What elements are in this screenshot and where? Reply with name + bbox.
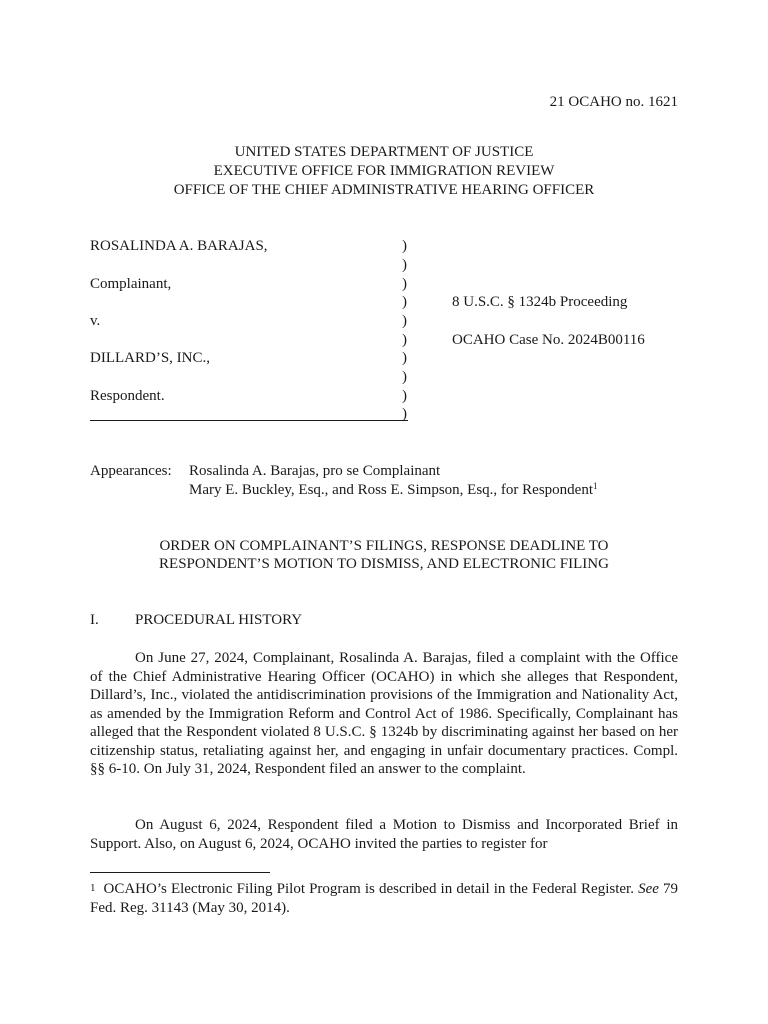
paragraph-text: On June 27, 2024, Complainant, Rosalinda A. Barajas, filed a complaint with the Office of the Chief Administrative Hearing Officer (OCAHO) in which she alleges that Respondent, Dillard’s, Inc., violated the antidiscrimination provisions of the Immigration and Nationality Act, as amended by the Immigration Reform and Control Act of 1986. Specifically, Complainant has alleged that the Respondent violated 8 U.S.C. § 1324b by discriminating against her based on her citizenship status, retaliating against her, and engaging in unfair documentary practices. Compl. §§ 6-10. On July 31, 2024, Respondent filed an answer to the complaint. [90, 650, 678, 777]
paragraph-text: On August 6, 2024, Respondent filed a Motion to Dismiss and Incorporated Brief in Support. Also, on August 6, 2024, OCAHO invited the parties to register for [90, 817, 678, 852]
caption-underline [90, 420, 408, 421]
footnote-text [90, 879, 678, 917]
caption-paren: ) [402, 257, 407, 273]
caption-paren: ) [402, 294, 407, 310]
appearance-respondent [189, 481, 598, 500]
citation: 21 OCAHO no. 1621 [549, 94, 678, 110]
footnote-number: 1 [90, 882, 96, 894]
caption-paren: ) [402, 406, 407, 422]
versus: v. [90, 313, 101, 329]
caption-paren: ) [402, 350, 407, 366]
footnote [90, 879, 678, 917]
appearance-respondent-text: Mary E. Buckley, Esq., and Ross E. Simpson, Esq., for Respondent [189, 482, 593, 498]
caption-paren: ) [402, 332, 407, 348]
agency-line-doj: UNITED STATES DEPARTMENT OF JUSTICE [234, 144, 534, 160]
footnote-citation: 79 Fed. Reg. 31143 (May 30, 2014). [90, 881, 678, 916]
complainant-name: ROSALINDA A. BARAJAS, [90, 238, 268, 254]
footnote-signal: See [638, 881, 659, 897]
respondent-name: DILLARD’S, INC., [90, 350, 210, 366]
caption-paren: ) [402, 388, 407, 404]
caption-paren: ) [402, 369, 407, 385]
section-number: I. [90, 612, 99, 628]
case-number: OCAHO Case No. 2024B00116 [452, 332, 645, 348]
proceeding-type: 8 U.S.C. § 1324b Proceeding [452, 294, 628, 310]
footnote-body: OCAHO’s Electronic Filing Pilot Program is described in detail in the Federal Register. [103, 881, 639, 897]
paragraph-procedural-history-1 [90, 649, 678, 779]
complainant-label: Complainant, [90, 276, 172, 292]
order-title-line1: ORDER ON COMPLAINANT’S FILINGS, RESPONSE DEADLINE TO [159, 538, 609, 554]
agency-line-eoir: EXECUTIVE OFFICE FOR IMMIGRATION REVIEW [213, 163, 555, 179]
caption-paren: ) [402, 238, 407, 254]
footnote-ref: 1 [593, 481, 598, 491]
footnote-separator [90, 872, 270, 873]
agency-line-ocaho: OFFICE OF THE CHIEF ADMINISTRATIVE HEARING OFFICER [173, 182, 595, 198]
respondent-label: Respondent. [90, 388, 165, 404]
section-title: PROCEDURAL HISTORY [135, 612, 303, 628]
paragraph-procedural-history-2 [90, 816, 678, 853]
caption-paren: ) [402, 313, 407, 329]
appearance-complainant: Rosalinda A. Barajas, pro se Complainant [189, 463, 441, 479]
appearances-label: Appearances: [90, 463, 172, 479]
caption-paren: ) [402, 276, 407, 292]
order-title-line2: RESPONDENT’S MOTION TO DISMISS, AND ELECTRONIC FILING [159, 556, 609, 572]
